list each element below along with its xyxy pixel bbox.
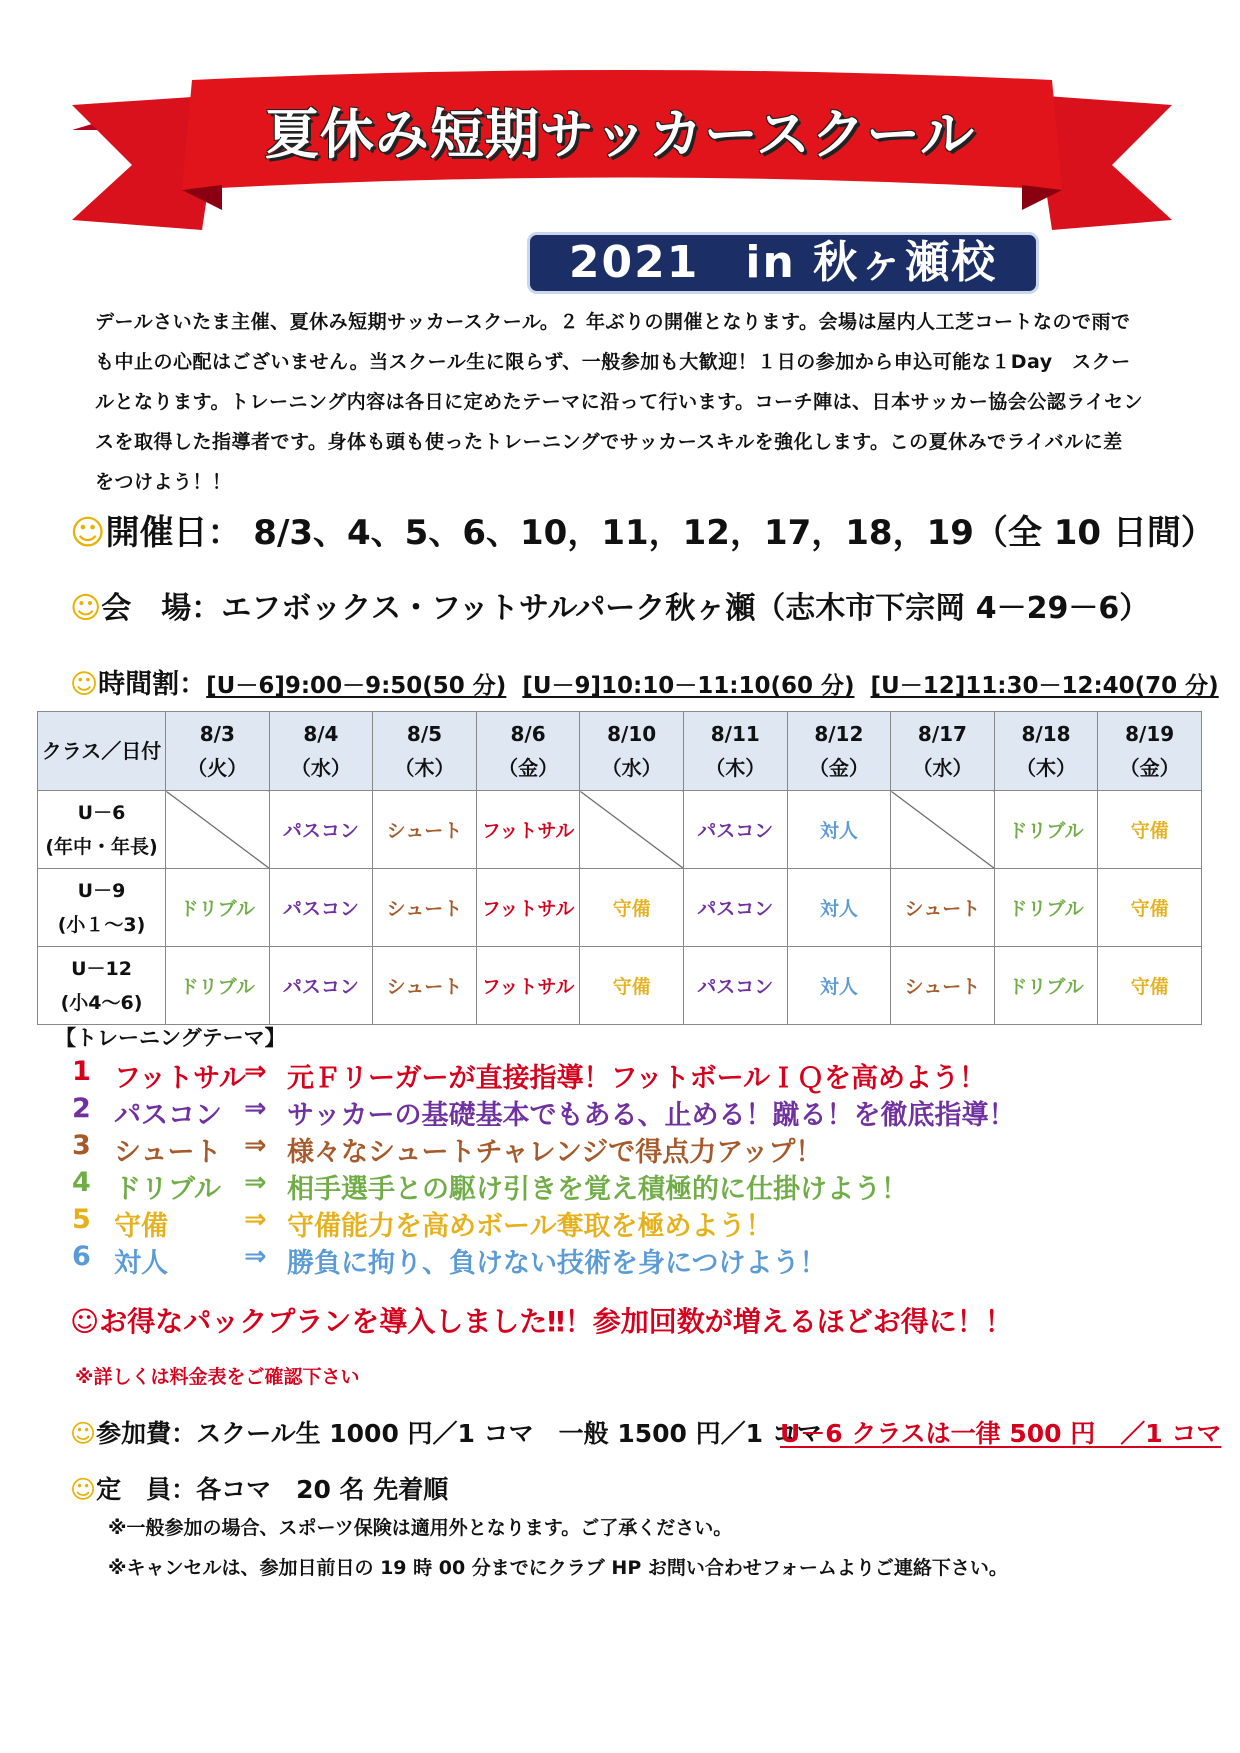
theme-item	[72, 1093, 1172, 1130]
theme-item	[72, 1056, 1172, 1093]
smiley-icon: ☺	[70, 1475, 97, 1504]
theme-cell: シュート	[891, 947, 995, 1025]
fee-text: 参加費：スクール生 1000 円／1 コマ 一般 1500 円／1 コマ	[96, 1419, 822, 1448]
arrow-icon: ⇒	[244, 1167, 267, 1198]
smiley-icon: ☺	[70, 513, 106, 553]
theme-cell: パスコン	[683, 947, 787, 1025]
smiley-icon: ☺	[70, 591, 102, 626]
timetable-slot: [U－9]10:10－11:10(60 分)	[522, 673, 855, 699]
fee-line	[70, 1414, 1220, 1448]
theme-cell: 守備	[1098, 947, 1202, 1025]
pack-plan-line	[70, 1300, 1013, 1340]
theme-heading: 【トレーニングテーマ】	[55, 1026, 286, 1050]
schedule-row	[38, 869, 1202, 947]
theme-cell: パスコン	[683, 869, 787, 947]
theme-item	[72, 1204, 1172, 1241]
class-label-cell: U－9 (小１～3)	[38, 869, 166, 947]
empty-slot-cell	[580, 791, 684, 869]
intro-line: スを取得した指導者です。身体も頭も使ったトレーニングでサッカースキルを強化します。この夏休みでライバルに差	[95, 431, 1123, 453]
schedule-corner-cell: クラス／日付	[38, 712, 166, 791]
arrow-icon: ⇒	[244, 1241, 267, 1272]
theme-number: 4	[72, 1167, 91, 1198]
theme-cell: パスコン	[683, 791, 787, 869]
date-header: 8/4 （水）	[269, 712, 373, 791]
theme-name: 対人	[114, 1248, 168, 1279]
theme-cell: パスコン	[269, 791, 373, 869]
theme-cell: ドリブル	[994, 947, 1098, 1025]
theme-cell: シュート	[373, 947, 477, 1025]
theme-cell: フットサル	[476, 791, 580, 869]
note-line: ※一般参加の場合、スポーツ保険は適用外となります。ご了承ください。	[108, 1517, 733, 1539]
notes	[108, 1508, 1008, 1588]
arrow-icon: ⇒	[244, 1093, 267, 1124]
theme-cell: ドリブル	[166, 947, 270, 1025]
theme-name: パスコン	[114, 1100, 222, 1131]
theme-cell: フットサル	[476, 947, 580, 1025]
theme-cell: 守備	[580, 947, 684, 1025]
schedule-table	[37, 711, 1202, 1025]
smiley-icon: ☺	[70, 1419, 97, 1448]
theme-item	[72, 1241, 1172, 1278]
timetable-slot: [U－12]11:30－12:40(70 分)	[870, 673, 1219, 699]
theme-cell: ドリブル	[166, 869, 270, 947]
timetable-label: 時間割：	[98, 669, 207, 700]
theme-cell: ドリブル	[994, 791, 1098, 869]
schedule-row	[38, 791, 1202, 869]
theme-description: 様々なシュートチャレンジで得点力アップ！	[287, 1137, 823, 1168]
dates-value: 8/3、4、5、6、10，11，12，17，18，19（全 10 日間）	[253, 513, 1215, 553]
empty-slot-cell	[891, 791, 995, 869]
theme-description: 勝負に拘り、負けない技術を身につけよう！	[287, 1248, 827, 1279]
arrow-icon: ⇒	[244, 1130, 267, 1161]
date-header: 8/12 （金）	[787, 712, 891, 791]
date-header: 8/11 （木）	[683, 712, 787, 791]
theme-cell: フットサル	[476, 869, 580, 947]
note-line: ※キャンセルは、参加日前日の 19 時 00 分までにクラブ HP お問い合わせフォームよりご連絡下さい。	[108, 1557, 1008, 1579]
theme-list	[72, 1056, 1172, 1278]
theme-number: 6	[72, 1241, 91, 1272]
theme-description: 元Ｆリーガーが直接指導！フットボールＩＱを高めよう！	[287, 1063, 987, 1094]
theme-number: 5	[72, 1204, 91, 1235]
dates-line	[70, 505, 1215, 554]
theme-number: 3	[72, 1130, 91, 1161]
timetable-line	[70, 662, 1219, 701]
date-header: 8/5 （木）	[373, 712, 477, 791]
theme-cell: シュート	[891, 869, 995, 947]
date-header: 8/10 （水）	[580, 712, 684, 791]
theme-item	[72, 1130, 1172, 1167]
intro-paragraph	[95, 302, 1175, 502]
theme-name: 守備	[114, 1211, 168, 1242]
intro-line: デールさいたま主催、夏休み短期サッカースクール。２ 年ぶりの開催となります。会場は屋内人工芝コートなので雨で	[95, 311, 1131, 333]
intro-line: も中止の心配はございません。当スクール生に限らず、一般参加も大歓迎！１日の参加から申込可能な１Day スクー	[95, 351, 1131, 373]
theme-item	[72, 1167, 1172, 1204]
venue-value: エフボックス・フットサルパーク秋ヶ瀬（志木市下宗岡 4－29－6）	[221, 591, 1150, 626]
theme-description: 守備能力を高めボール奪取を極めよう！	[287, 1211, 773, 1242]
schedule-row	[38, 947, 1202, 1025]
theme-name: ドリブル	[114, 1174, 221, 1205]
pack-plan-text: お得なパックプランを導入しました‼！参加回数が増えるほどお得に！！	[99, 1305, 1013, 1338]
timetable-slot: [U－6]9:00－9:50(50 分)	[206, 673, 507, 699]
arrow-icon: ⇒	[244, 1056, 267, 1087]
fee-u6-text: U－6 クラスは一律 500 円 ／1 コマ	[780, 1419, 1222, 1448]
date-header: 8/17 （水）	[891, 712, 995, 791]
theme-description: 相手選手との駆け引きを覚え積極的に仕掛けよう！	[287, 1174, 908, 1205]
capacity-line	[70, 1470, 448, 1506]
date-header: 8/6 （金）	[476, 712, 580, 791]
theme-cell: 守備	[580, 869, 684, 947]
theme-cell: 対人	[787, 791, 891, 869]
theme-cell: 守備	[1098, 791, 1202, 869]
theme-name: シュート	[114, 1137, 222, 1168]
date-header: 8/3 （火）	[166, 712, 270, 791]
theme-cell: パスコン	[269, 869, 373, 947]
empty-slot-cell	[166, 791, 270, 869]
smiley-icon: ☺	[70, 1305, 100, 1338]
arrow-icon: ⇒	[244, 1204, 267, 1235]
theme-cell: ドリブル	[994, 869, 1098, 947]
date-header: 8/18 （木）	[994, 712, 1098, 791]
theme-description: サッカーの基礎基本でもある、止める！蹴る！を徹底指導！	[287, 1100, 1016, 1131]
smiley-icon: ☺	[70, 669, 99, 700]
class-label-cell: U－12 (小4～6)	[38, 947, 166, 1025]
theme-cell: 対人	[787, 947, 891, 1025]
venue-line	[70, 583, 1149, 627]
intro-line: をつけよう！！	[95, 471, 232, 493]
subtitle-badge: 2021 in 秋ヶ瀬校	[527, 232, 1039, 294]
theme-cell: 守備	[1098, 869, 1202, 947]
page-title: 夏休み短期サッカースクール	[264, 103, 976, 166]
theme-number: 1	[72, 1056, 91, 1087]
intro-line: ルとなります。トレーニング内容は各日に定めたテーマに沿って行います。コーチ陣は、日本サッカー協会公認ライセン	[95, 391, 1144, 413]
pack-note: ※詳しくは料金表をご確認下さい	[75, 1366, 360, 1388]
theme-number: 2	[72, 1093, 91, 1124]
theme-cell: シュート	[373, 791, 477, 869]
venue-label: 会 場：	[101, 591, 222, 626]
theme-name: フットサル	[114, 1063, 246, 1094]
theme-cell: 対人	[787, 869, 891, 947]
date-header: 8/19 （金）	[1098, 712, 1202, 791]
capacity-text: 定 員：各コマ 20 名 先着順	[96, 1475, 449, 1504]
dates-label: 開催日：	[105, 513, 242, 553]
class-label-cell: U－6 (年中・年長)	[38, 791, 166, 869]
theme-cell: シュート	[373, 869, 477, 947]
schedule-header-row	[38, 712, 1202, 791]
theme-cell: パスコン	[269, 947, 373, 1025]
